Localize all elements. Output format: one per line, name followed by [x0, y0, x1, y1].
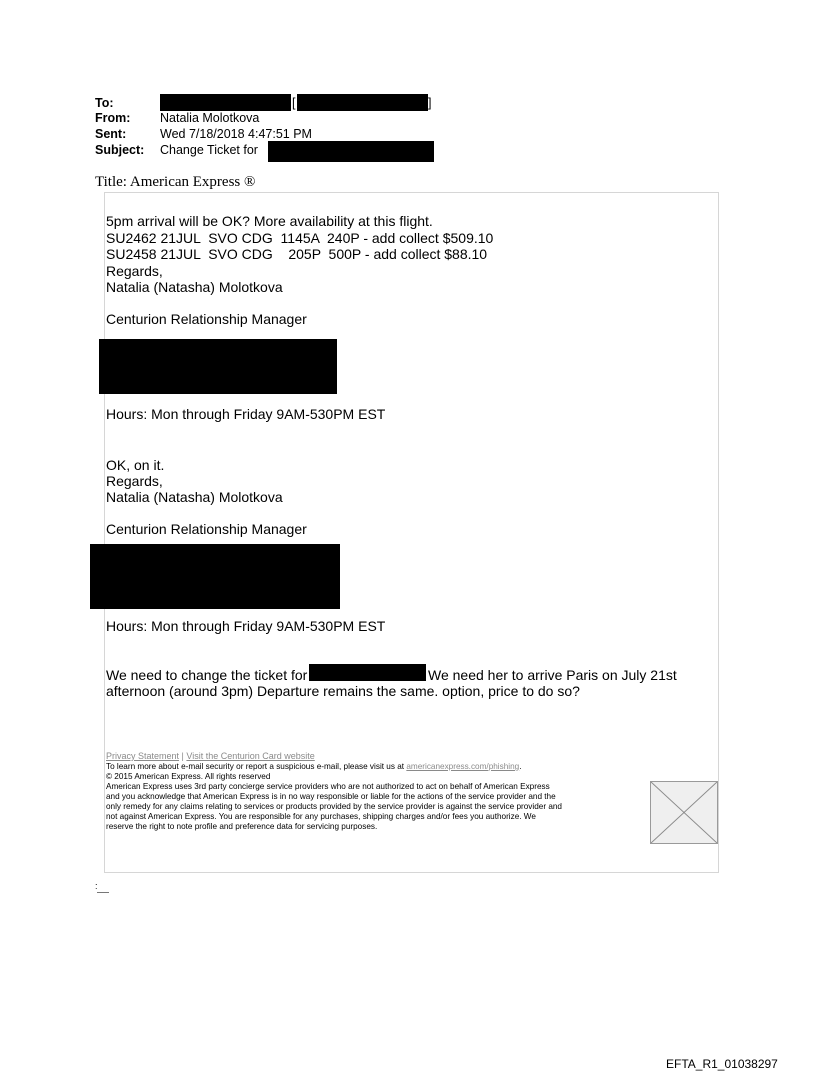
broken-image-placeholder — [650, 781, 718, 844]
footer-links — [106, 751, 315, 761]
message-1-hours: Hours: Mon through Friday 9AM-530PM EST — [106, 406, 386, 422]
bates-number: EFTA_R1_01038297 — [666, 1057, 778, 1071]
title-line: Title: American Express ® — [95, 174, 256, 190]
message-2-line-1: OK, on it. — [106, 457, 165, 473]
redaction-to-name — [160, 94, 291, 111]
sent-label: Sent: — [95, 127, 127, 141]
message-2-signature-name: Natalia (Natasha) Molotkova — [106, 489, 283, 505]
message-3-line-2: afternoon (around 3pm) Departure remains the same. option, price to do so? — [106, 683, 580, 699]
stray-underline — [97, 892, 109, 893]
security-period: . — [519, 762, 522, 771]
copyright: © 2015 American Express. All rights reserved — [106, 772, 271, 781]
message-1-signature-name: Natalia (Natasha) Molotkova — [106, 279, 283, 295]
sent-value: Wed 7/18/2018 4:47:51 PM — [160, 127, 312, 141]
message-1-signature-role: Centurion Relationship Manager — [106, 311, 307, 327]
disclaimer-line-5: reserve the right to note profile and preference data for servicing purposes. — [106, 822, 378, 831]
message-2-signature-role: Centurion Relationship Manager — [106, 521, 307, 537]
from-value: Natalia Molotkova — [160, 111, 260, 125]
redaction-to-email — [297, 94, 428, 111]
disclaimer-line-3: only remedy for any claims relating to services or products provided by the service provider is against the service provider and — [106, 802, 562, 811]
disclaimer-line-1: American Express uses 3rd party concierge service providers who are not authorized to act on behalf of American Express — [106, 782, 550, 791]
message-3-line-1a: We need to change the ticket for — [106, 667, 308, 683]
message-1-flight-1: SU2462 21JUL SVO CDG 1145A 240P - add collect $509.10 — [106, 229, 494, 246]
redaction-subject — [268, 141, 434, 162]
phishing-link[interactable]: americanexpress.com/phishing — [406, 762, 520, 771]
message-2-regards: Regards, — [106, 473, 163, 489]
disclaimer-line-2: and you acknowledge that American Express is in no way responsible or liable for the actions of the service provider and the — [106, 792, 556, 801]
message-1-regards: Regards, — [106, 262, 163, 279]
redaction-signature-2 — [90, 544, 340, 609]
to-bracket-close: ] — [428, 96, 432, 110]
message-1-line-1: 5pm arrival will be OK? More availability at this flight. — [106, 213, 433, 229]
footer-link-separator: | — [181, 751, 184, 761]
to-bracket-open: [ — [292, 96, 296, 110]
image-placeholder-icon — [651, 782, 717, 843]
message-1-flight-2: SU2458 21JUL SVO CDG 205P 500P - add collect $88.10 — [106, 246, 488, 262]
subject-value: Change Ticket for — [160, 143, 258, 157]
security-text: To learn more about e-mail security or report a suspicious e-mail, please visit us at — [106, 762, 405, 771]
redaction-signature-1 — [99, 339, 337, 394]
message-2-hours: Hours: Mon through Friday 9AM-530PM EST — [106, 618, 386, 634]
centurion-website-link[interactable]: Visit the Centurion Card website — [186, 751, 315, 761]
from-label: From: — [95, 111, 131, 125]
security-notice — [106, 762, 521, 772]
disclaimer-line-4: not against American Express. You are responsible for any purchases, shipping charges and/or fees you authorize. We — [106, 812, 536, 821]
redaction-passenger-name — [309, 664, 426, 681]
message-3-line-1b: We need her to arrive Paris on July 21st — [428, 667, 677, 683]
privacy-statement-link[interactable]: Privacy Statement — [106, 751, 180, 761]
to-label: To: — [95, 96, 114, 110]
stray-mark: : — [95, 881, 98, 891]
subject-label: Subject: — [95, 143, 145, 157]
